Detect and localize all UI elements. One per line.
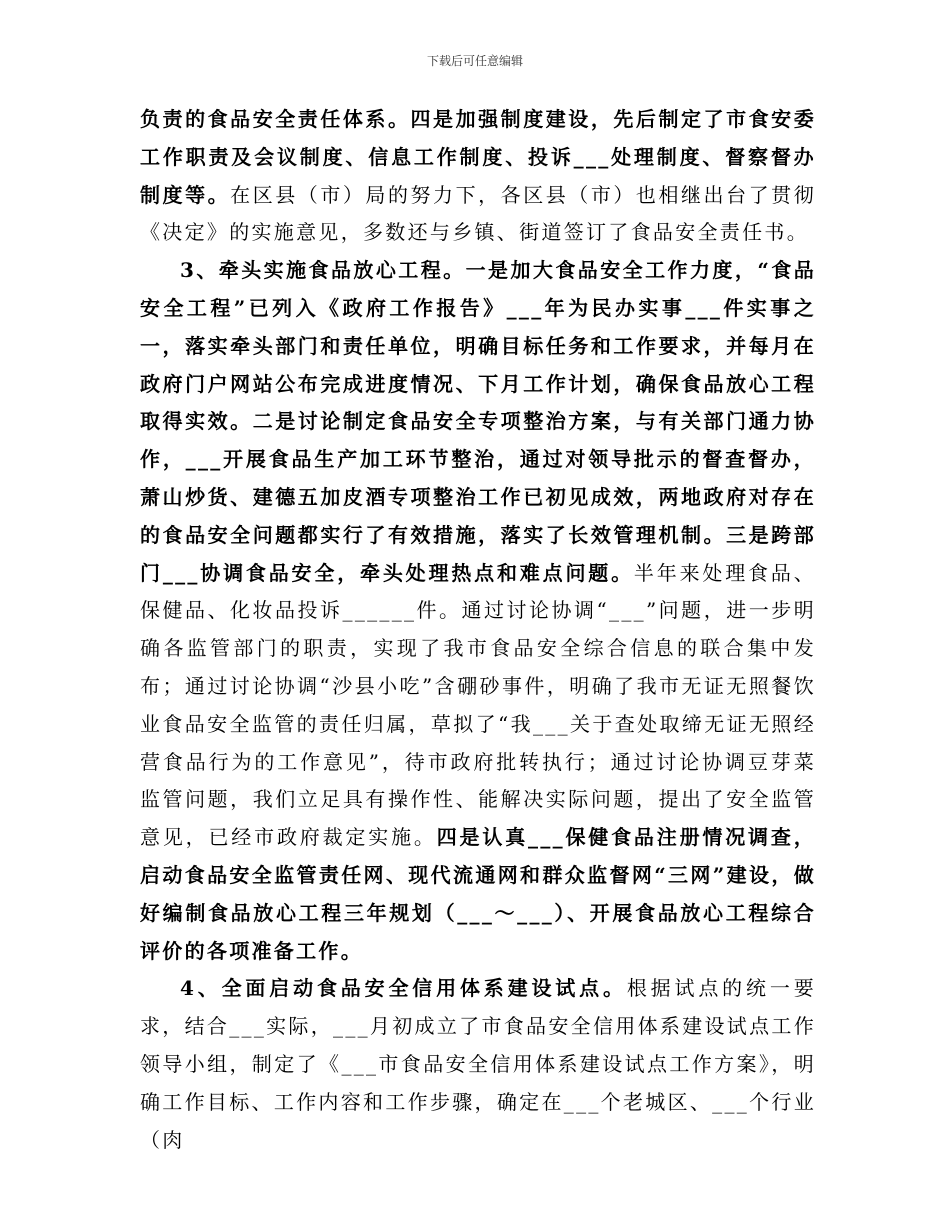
- text-run: 半年来处理食品、保健品、化妆品投诉______件。通过讨论协调“___”问题，进一步明确各监管部门的职责，实现了我市食品安全综合信息的联合集中发布；通过讨论协调“沙县小吃”含硼砂事件，明确了我市无证无照餐饮业食品安全监管的责任归属，草拟了“我___关于查处取缔无证无照经营食品行为的工作意见”，待市政府批转执行；通过讨论协调豆芽菜监管问题，我们立足具有操作性、能解决实际问题，提出了安全监管意见，已经市政府裁定实施。: [140, 560, 816, 850]
- document-body: [140, 101, 816, 1159]
- paragraph-1: [140, 101, 816, 252]
- paragraph-3: [140, 970, 816, 1159]
- bold-run: 负责的食品安全责任体系。四是加强制度建设，先后制定了市食安委工作职责及会议制度、信息工作制度、投诉___处理制度、督察督办制度等。: [140, 107, 816, 207]
- text-run: 在区县（市）局的努力下，各区县（市）也相继出台了贯彻《决定》的实施意见，多数还与乡镇、街道签订了食品安全责任书。: [140, 182, 816, 245]
- text-run: 根据试点的统一要求，结合___实际，___月初成立了市食品安全信用体系建设试点工作领导小组，制定了《___市食品安全信用体系建设试点工作方案》，明确工作目标、工作内容和工作步骤，确定在___个老城区、___个行业（肉: [140, 976, 816, 1152]
- bold-run: 3、牵头实施食品放心工程。一是加大食品安全工作力度，“食品安全工程”已列入《政府工作报告》___年为民办实事___件实事之一，落实牵头部门和责任单位，明确目标任务和工作要求，并每月在政府门户网站公布完成进度情况、下月工作计划，确保食品放心工程取得实效。二是讨论制定食品安全专项整治方案，与有关部门通力协作，___开展食品生产加工环节整治，通过对领导批示的督查督办，萧山炒货、建德五加皮酒专项整治工作已初见成效，两地政府对存在的食品安全问题都实行了有效措施，落实了长效管理机制。三是跨部门___协调食品安全，牵头处理热点和难点问题。: [140, 258, 816, 585]
- page-header: 下载后可任意编辑: [426, 54, 523, 68]
- paragraph-2: [140, 252, 816, 970]
- bold-run: 4、全面启动食品安全信用体系建设试点。: [180, 976, 627, 1001]
- bold-run: 四是认真___保健食品注册情况调查，启动食品安全监管责任网、现代流通网和群众监督网“三网”建设，做好编制食品放心工程三年规划（___～___）、开展食品放心工程综合评价的各项准备工作。: [140, 825, 817, 963]
